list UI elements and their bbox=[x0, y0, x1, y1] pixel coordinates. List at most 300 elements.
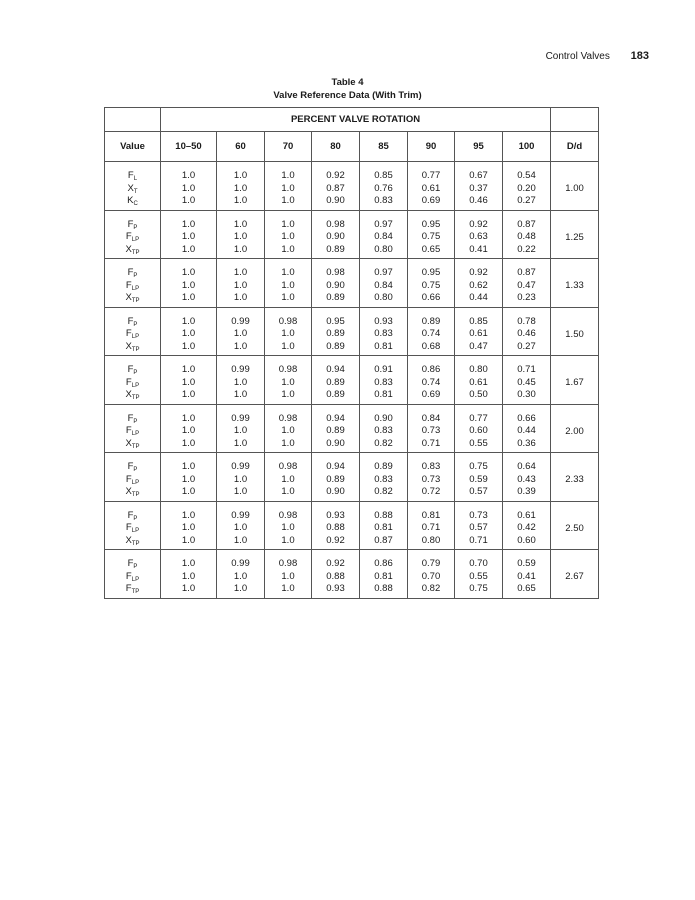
cell-value: 1.0 bbox=[181, 267, 196, 278]
data-cell bbox=[312, 307, 360, 356]
cell-value: 0.90 bbox=[326, 486, 345, 497]
data-cell bbox=[455, 307, 503, 356]
cell-value: 0.99 bbox=[231, 364, 250, 375]
value-symbol-base: F bbox=[125, 328, 132, 339]
data-cell bbox=[217, 210, 265, 259]
cell-value: 1.0 bbox=[233, 267, 248, 278]
value-symbol bbox=[105, 231, 160, 244]
cell-value: 0.45 bbox=[517, 376, 536, 388]
value-symbol bbox=[105, 438, 160, 451]
value-symbol bbox=[105, 377, 160, 390]
cell-value: 1.0 bbox=[181, 292, 196, 303]
cell-value: 0.60 bbox=[517, 534, 536, 546]
data-cell bbox=[217, 356, 265, 405]
value-symbol-subscript: LP bbox=[131, 334, 140, 340]
cell-value: 1.0 bbox=[233, 328, 248, 339]
cell-value: 1.0 bbox=[181, 340, 196, 352]
data-cell bbox=[161, 404, 217, 453]
cell-value: 1.0 bbox=[233, 473, 248, 485]
cell-value: 0.81 bbox=[421, 509, 441, 521]
cell-value: 0.69 bbox=[421, 195, 441, 206]
cell-value: 0.75 bbox=[421, 279, 441, 291]
cell-value: 0.93 bbox=[326, 509, 345, 521]
header-corner-left bbox=[105, 108, 161, 132]
cell-value: 1.0 bbox=[181, 170, 196, 181]
cell-value: 0.70 bbox=[469, 558, 488, 569]
value-symbol bbox=[105, 280, 160, 293]
cell-value: 1.0 bbox=[233, 231, 248, 242]
cell-value: 0.84 bbox=[421, 412, 441, 424]
value-symbol-base: F bbox=[127, 170, 134, 181]
data-cell bbox=[265, 404, 312, 453]
value-symbol-subscript: L bbox=[133, 176, 138, 182]
cell-value: 1.0 bbox=[181, 473, 196, 485]
cell-value: 0.93 bbox=[326, 583, 345, 594]
value-symbols-cell bbox=[105, 307, 161, 356]
cell-value: 1.0 bbox=[281, 583, 295, 594]
value-symbols-cell bbox=[105, 550, 161, 599]
cell-value: 0.64 bbox=[517, 461, 536, 472]
cell-value: 0.85 bbox=[374, 170, 393, 181]
cell-value: 0.71 bbox=[421, 437, 441, 449]
cell-value: 1.0 bbox=[181, 218, 196, 230]
cell-value: 0.27 bbox=[517, 340, 536, 352]
cell-value: 1.0 bbox=[233, 437, 248, 449]
value-symbol-subscript: LP bbox=[131, 576, 140, 583]
cell-value: 0.83 bbox=[374, 473, 393, 485]
cell-value: 1.0 bbox=[281, 182, 295, 194]
cell-value: 0.97 bbox=[374, 218, 393, 230]
cell-value: 0.95 bbox=[421, 218, 441, 230]
data-cell bbox=[503, 210, 551, 259]
cell-value: 1.0 bbox=[281, 389, 295, 400]
data-cell bbox=[360, 162, 408, 211]
value-symbols-cell bbox=[105, 356, 161, 405]
cell-value: 0.89 bbox=[326, 328, 345, 339]
cell-value: 0.69 bbox=[421, 389, 441, 400]
ratio-cell: 1.25 bbox=[551, 210, 599, 259]
cell-value: 0.88 bbox=[374, 509, 393, 521]
cell-value: 0.98 bbox=[278, 558, 298, 569]
cell-value: 0.46 bbox=[469, 195, 488, 206]
cell-value: 0.90 bbox=[374, 412, 393, 424]
value-symbol bbox=[105, 341, 160, 354]
cell-value: 0.99 bbox=[231, 509, 250, 521]
data-cell bbox=[265, 356, 312, 405]
cell-value: 0.41 bbox=[517, 570, 536, 582]
cell-value: 0.37 bbox=[469, 182, 488, 194]
cell-value: 0.73 bbox=[469, 509, 488, 521]
cell-value: 0.59 bbox=[517, 558, 536, 569]
data-cell bbox=[503, 501, 551, 550]
value-symbol-subscript: LP bbox=[131, 431, 140, 437]
cell-value: 0.75 bbox=[469, 461, 488, 472]
value-symbol bbox=[105, 292, 160, 305]
cell-value: 0.89 bbox=[326, 243, 345, 255]
cell-value: 1.0 bbox=[281, 243, 295, 255]
value-symbol-base: F bbox=[125, 473, 132, 485]
cell-value: 0.42 bbox=[517, 522, 536, 533]
data-cell bbox=[265, 307, 312, 356]
value-symbol bbox=[105, 535, 160, 548]
header-row-group bbox=[105, 108, 599, 132]
cell-value: 0.82 bbox=[421, 583, 441, 594]
cell-value: 0.71 bbox=[469, 534, 488, 546]
cell-value: 0.99 bbox=[231, 558, 250, 569]
cell-value: 0.41 bbox=[469, 243, 488, 255]
cell-value: 0.84 bbox=[374, 279, 393, 291]
value-symbol-base: F bbox=[125, 583, 132, 594]
value-symbol-base: F bbox=[127, 509, 134, 521]
data-cell bbox=[455, 453, 503, 502]
value-symbols-cell bbox=[105, 162, 161, 211]
data-cell bbox=[312, 404, 360, 453]
data-cell bbox=[265, 550, 312, 599]
ratio-cell: 2.50 bbox=[551, 501, 599, 550]
data-cell bbox=[312, 356, 360, 405]
data-cell bbox=[312, 550, 360, 599]
column-header: 100 bbox=[503, 132, 551, 162]
data-cell bbox=[360, 550, 408, 599]
data-cell bbox=[161, 453, 217, 502]
cell-value: 0.61 bbox=[517, 509, 536, 521]
valve-reference-table bbox=[104, 107, 599, 599]
cell-value: 0.48 bbox=[517, 231, 536, 242]
data-cell bbox=[360, 356, 408, 405]
page-number: 183 bbox=[630, 50, 649, 62]
value-symbol-base: F bbox=[127, 267, 134, 278]
cell-value: 0.74 bbox=[421, 328, 441, 339]
data-cell bbox=[503, 307, 551, 356]
cell-value: 0.98 bbox=[278, 461, 298, 472]
cell-value: 0.99 bbox=[231, 461, 250, 472]
value-symbol-base: F bbox=[127, 364, 134, 375]
cell-value: 0.54 bbox=[517, 170, 536, 181]
cell-value: 0.63 bbox=[469, 231, 488, 242]
cell-value: 1.0 bbox=[233, 570, 248, 582]
ratio-cell: 1.33 bbox=[551, 259, 599, 308]
cell-value: 1.0 bbox=[181, 412, 196, 424]
cell-value: 0.90 bbox=[326, 279, 345, 291]
cell-value: 0.99 bbox=[231, 412, 250, 424]
cell-value: 0.94 bbox=[326, 364, 345, 375]
cell-value: 0.36 bbox=[517, 437, 536, 449]
cell-value: 0.92 bbox=[326, 170, 345, 181]
table-row bbox=[105, 307, 599, 356]
cell-value: 0.80 bbox=[374, 292, 393, 303]
data-cell bbox=[360, 307, 408, 356]
cell-value: 1.0 bbox=[233, 425, 248, 436]
cell-value: 0.89 bbox=[326, 376, 345, 388]
cell-value: 1.0 bbox=[281, 437, 295, 449]
value-symbol-subscript: P bbox=[133, 564, 138, 570]
value-symbol bbox=[105, 195, 160, 208]
value-symbol-subscript: TP bbox=[131, 249, 140, 256]
value-symbol-base: X bbox=[125, 389, 132, 400]
cell-value: 0.78 bbox=[517, 315, 536, 327]
cell-value: 0.85 bbox=[469, 315, 488, 327]
cell-value: 1.0 bbox=[181, 364, 196, 375]
cell-value: 1.0 bbox=[181, 328, 196, 339]
cell-value: 0.92 bbox=[469, 218, 488, 230]
cell-value: 1.0 bbox=[281, 570, 295, 582]
cell-value: 0.83 bbox=[374, 376, 393, 388]
data-cell bbox=[312, 259, 360, 308]
cell-value: 0.77 bbox=[421, 170, 441, 181]
data-cell bbox=[360, 501, 408, 550]
value-symbol-subscript: TP bbox=[131, 395, 140, 401]
cell-value: 0.81 bbox=[374, 570, 393, 582]
value-symbol-base: F bbox=[125, 279, 132, 291]
data-cell bbox=[161, 307, 217, 356]
value-symbol bbox=[105, 522, 160, 535]
cell-value: 1.0 bbox=[233, 243, 248, 255]
cell-value: 0.87 bbox=[326, 182, 345, 194]
cell-value: 0.65 bbox=[517, 583, 536, 594]
value-symbols-cell bbox=[105, 259, 161, 308]
cell-value: 0.92 bbox=[469, 267, 488, 278]
value-symbol-base: F bbox=[125, 570, 132, 582]
value-symbol-subscript: TP bbox=[131, 492, 140, 498]
cell-value: 1.0 bbox=[233, 279, 248, 291]
column-header: 95 bbox=[455, 132, 503, 162]
cell-value: 0.44 bbox=[517, 425, 536, 436]
cell-value: 0.74 bbox=[421, 376, 441, 388]
data-cell bbox=[503, 550, 551, 599]
header-corner-right bbox=[551, 108, 599, 132]
cell-value: 0.43 bbox=[517, 473, 536, 485]
cell-value: 1.0 bbox=[181, 231, 196, 242]
cell-value: 0.83 bbox=[374, 195, 393, 206]
cell-value: 1.0 bbox=[181, 461, 196, 472]
cell-value: 1.0 bbox=[233, 218, 248, 230]
cell-value: 0.73 bbox=[421, 473, 441, 485]
data-cell bbox=[217, 259, 265, 308]
cell-value: 0.59 bbox=[469, 473, 488, 485]
cell-value: 0.73 bbox=[421, 425, 441, 436]
cell-value: 0.98 bbox=[278, 509, 298, 521]
cell-value: 1.0 bbox=[281, 267, 295, 278]
data-cell bbox=[503, 356, 551, 405]
cell-value: 0.57 bbox=[469, 486, 488, 497]
cell-value: 0.94 bbox=[326, 412, 345, 424]
value-symbol-base: X bbox=[125, 340, 132, 352]
cell-value: 1.0 bbox=[181, 425, 196, 436]
data-cell bbox=[360, 453, 408, 502]
cell-value: 0.20 bbox=[517, 182, 536, 194]
value-symbol-subscript: P bbox=[133, 418, 138, 425]
cell-value: 1.0 bbox=[233, 522, 248, 533]
cell-value: 1.0 bbox=[181, 182, 196, 194]
cell-value: 0.72 bbox=[421, 486, 441, 497]
cell-value: 1.0 bbox=[181, 243, 196, 255]
value-symbol-base: F bbox=[125, 231, 132, 242]
data-cell bbox=[455, 404, 503, 453]
cell-value: 0.46 bbox=[517, 328, 536, 339]
value-symbols-cell bbox=[105, 210, 161, 259]
cell-value: 0.98 bbox=[278, 315, 298, 327]
cell-value: 1.0 bbox=[181, 509, 196, 521]
data-cell bbox=[503, 404, 551, 453]
cell-value: 0.75 bbox=[469, 583, 488, 594]
cell-value: 1.0 bbox=[281, 170, 295, 181]
cell-value: 1.0 bbox=[181, 522, 196, 533]
value-symbol-base: F bbox=[125, 522, 132, 533]
data-cell bbox=[408, 356, 455, 405]
value-symbol-subscript: TP bbox=[131, 589, 140, 595]
value-symbol bbox=[105, 316, 160, 329]
data-cell bbox=[217, 404, 265, 453]
ratio-cell: 1.67 bbox=[551, 356, 599, 405]
cell-value: 0.66 bbox=[517, 412, 536, 424]
value-symbol-base: F bbox=[127, 558, 134, 569]
value-symbol-subscript: P bbox=[133, 515, 138, 522]
cell-value: 1.0 bbox=[281, 279, 295, 291]
value-symbol bbox=[105, 413, 160, 426]
value-symbol bbox=[105, 183, 160, 196]
value-symbol-base: K bbox=[127, 195, 134, 206]
column-header: 70 bbox=[265, 132, 312, 162]
data-cell bbox=[161, 210, 217, 259]
data-cell bbox=[503, 453, 551, 502]
cell-value: 0.81 bbox=[374, 389, 393, 400]
cell-value: 0.92 bbox=[326, 558, 345, 569]
data-cell bbox=[161, 550, 217, 599]
value-symbol-base: F bbox=[125, 376, 132, 388]
cell-value: 1.0 bbox=[181, 376, 196, 388]
cell-value: 0.71 bbox=[517, 364, 536, 375]
cell-value: 0.22 bbox=[517, 243, 536, 255]
value-symbols-cell bbox=[105, 501, 161, 550]
data-cell bbox=[503, 259, 551, 308]
value-symbol bbox=[105, 510, 160, 523]
cell-value: 0.97 bbox=[374, 267, 393, 278]
value-symbol-base: F bbox=[127, 461, 134, 472]
cell-value: 1.0 bbox=[281, 522, 295, 533]
cell-value: 1.0 bbox=[281, 340, 295, 352]
ratio-cell: 2.67 bbox=[551, 550, 599, 599]
value-symbol-base: F bbox=[127, 412, 134, 424]
cell-value: 0.87 bbox=[517, 218, 536, 230]
cell-value: 0.89 bbox=[326, 425, 345, 436]
cell-value: 1.0 bbox=[233, 376, 248, 388]
cell-value: 0.80 bbox=[469, 364, 488, 375]
data-cell bbox=[265, 162, 312, 211]
data-cell bbox=[408, 162, 455, 211]
cell-value: 0.77 bbox=[469, 412, 488, 424]
value-symbols-cell bbox=[105, 453, 161, 502]
cell-value: 0.89 bbox=[326, 389, 345, 400]
data-cell bbox=[455, 501, 503, 550]
value-symbol bbox=[105, 170, 160, 183]
cell-value: 0.90 bbox=[326, 195, 345, 206]
cell-value: 0.61 bbox=[469, 328, 488, 339]
cell-value: 0.39 bbox=[517, 486, 536, 497]
data-cell bbox=[265, 259, 312, 308]
cell-value: 0.68 bbox=[421, 340, 441, 352]
cell-value: 1.0 bbox=[233, 389, 248, 400]
value-symbol-base: X bbox=[125, 243, 132, 255]
data-cell bbox=[455, 210, 503, 259]
cell-value: 1.0 bbox=[281, 425, 295, 436]
cell-value: 0.95 bbox=[421, 267, 441, 278]
cell-value: 0.75 bbox=[421, 231, 441, 242]
value-symbol bbox=[105, 558, 160, 571]
table-caption bbox=[0, 76, 695, 102]
column-header: 10–50 bbox=[161, 132, 217, 162]
cell-value: 0.47 bbox=[517, 279, 536, 291]
column-header: 85 bbox=[360, 132, 408, 162]
cell-value: 0.89 bbox=[326, 473, 345, 485]
value-symbol bbox=[105, 486, 160, 499]
value-symbol-base: X bbox=[125, 486, 132, 497]
cell-value: 0.88 bbox=[326, 570, 345, 582]
cell-value: 0.83 bbox=[374, 328, 393, 339]
cell-value: 1.0 bbox=[281, 534, 295, 546]
cell-value: 1.0 bbox=[281, 195, 295, 206]
value-symbol-subscript: TP bbox=[131, 540, 140, 547]
cell-value: 0.71 bbox=[421, 522, 441, 533]
data-cell bbox=[161, 356, 217, 405]
cell-value: 1.0 bbox=[281, 292, 295, 303]
cell-value: 0.50 bbox=[469, 389, 488, 400]
value-symbol bbox=[105, 474, 160, 487]
cell-value: 0.98 bbox=[326, 267, 345, 278]
running-head-section: Control Valves bbox=[545, 51, 610, 62]
value-symbols-cell bbox=[105, 404, 161, 453]
ratio-cell: 2.00 bbox=[551, 404, 599, 453]
data-cell bbox=[312, 501, 360, 550]
data-cell bbox=[312, 210, 360, 259]
value-symbol-base: F bbox=[127, 218, 134, 230]
value-symbol bbox=[105, 571, 160, 584]
value-symbol-subscript: LP bbox=[131, 479, 140, 486]
cell-value: 0.95 bbox=[326, 315, 345, 327]
data-cell bbox=[161, 501, 217, 550]
value-symbol-base: X bbox=[127, 182, 134, 194]
value-symbol-base: F bbox=[127, 315, 134, 327]
data-cell bbox=[408, 501, 455, 550]
data-cell bbox=[217, 453, 265, 502]
value-symbol-subscript: P bbox=[133, 224, 138, 231]
data-cell bbox=[265, 210, 312, 259]
value-symbol-subscript: P bbox=[133, 370, 138, 376]
data-cell bbox=[217, 307, 265, 356]
cell-value: 0.99 bbox=[231, 315, 250, 327]
cell-value: 1.0 bbox=[281, 328, 295, 339]
cell-value: 1.0 bbox=[181, 583, 196, 594]
cell-value: 1.0 bbox=[181, 315, 196, 327]
cell-value: 0.83 bbox=[421, 461, 441, 472]
cell-value: 1.0 bbox=[233, 340, 248, 352]
cell-value: 0.55 bbox=[469, 570, 488, 582]
cell-value: 1.0 bbox=[181, 437, 196, 449]
cell-value: 0.83 bbox=[374, 425, 393, 436]
value-symbol bbox=[105, 461, 160, 474]
data-cell bbox=[161, 162, 217, 211]
cell-value: 0.93 bbox=[374, 315, 393, 327]
table-row bbox=[105, 453, 599, 502]
data-cell bbox=[455, 356, 503, 405]
table-row bbox=[105, 259, 599, 308]
ratio-header: D/d bbox=[551, 132, 599, 162]
data-cell bbox=[161, 259, 217, 308]
cell-value: 0.82 bbox=[374, 437, 393, 449]
table-row bbox=[105, 162, 599, 211]
cell-value: 1.0 bbox=[233, 182, 248, 194]
value-symbol-base: F bbox=[125, 425, 132, 436]
data-cell bbox=[455, 259, 503, 308]
